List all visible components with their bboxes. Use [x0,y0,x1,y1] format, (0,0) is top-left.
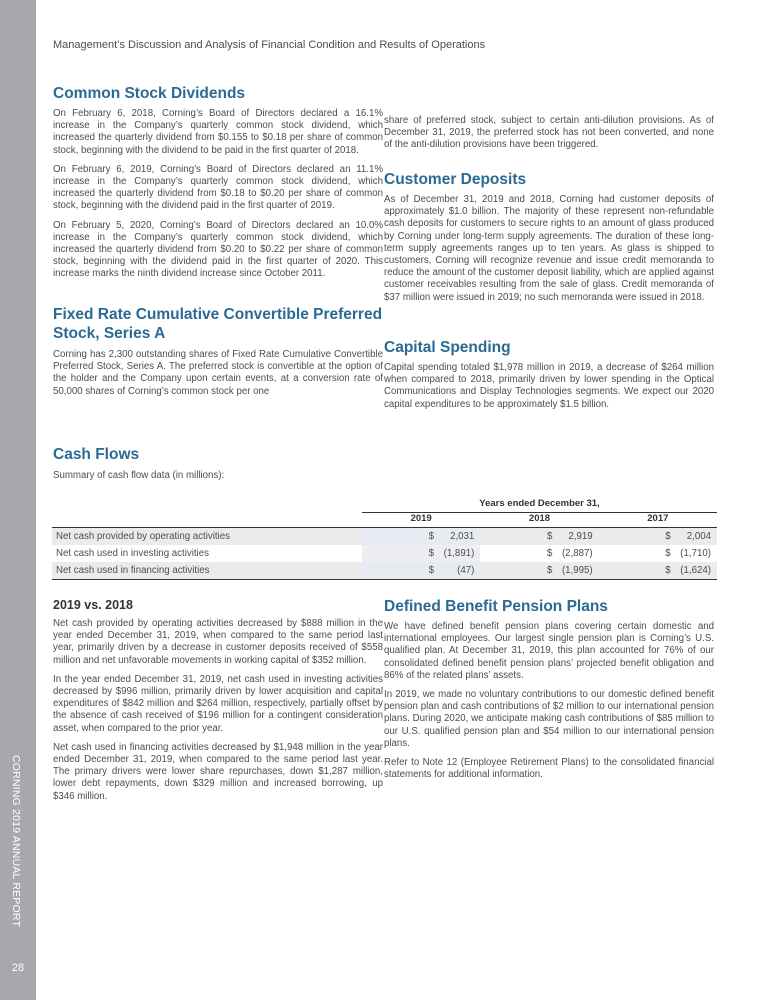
row-label: Net cash provided by operating activities [56,531,230,542]
cell-2018: $ (2,887) [546,548,593,559]
cell-2019: $ 2,031 [362,528,480,545]
section-heading: Cash Flows [53,446,140,463]
table-row [52,562,717,579]
paragraph: On February 6, 2018, Corning’s Board of Directors declared a 16.1% increase in the Company’s quarterly common stock dividend, which increased the quarterly dividend from $0.155 to $0.18 per share of common stock, beginning with the dividend to be paid in the first quarter of 2018. [53,108,383,156]
page-sidebar [0,0,36,1000]
dividends-section [53,84,383,281]
paragraph: On February 6, 2019, Corning’s Board of Directors declared an 11.1% increase in the Company’s quarterly common stock dividend, which increased the quarterly dividend from $0.18 to $0.20 per share of common stock, beginning with the dividend paid in the first quarter of 2019. [53,163,383,212]
customer-deposits-section [384,170,714,304]
section-heading: Common Stock Dividends [53,85,246,102]
table-group-header: Years ended December 31, [362,498,717,513]
section-heading: Capital Spending [384,339,511,356]
row-label: Net cash used in financing activities [56,565,210,576]
row-label: Net cash used in investing activities [56,548,209,559]
paragraph: share of preferred stock, subject to certain anti-dilution provisions. As of December 31, 2019, the preferred stock has not been converted, and none of the anti-dilution provisions have been triggered. [384,115,714,151]
column-header: 2019 [410,513,432,524]
capital-spending-section [384,338,714,411]
paragraph: Corning has 2,300 outstanding shares of Fixed Rate Cumulative Convertible Preferred Stock, Series A. The preferred stock is convertible at the option of the holder and the Company upon certain events, at a conversion rate of 50,000 shares of Corning’s common stock per one [53,349,383,397]
section-heading: Defined Benefit Pension Plans [384,598,608,615]
paragraph: Net cash used in financing activities decreased by $1,948 million in the year ended December 31, 2019, when compared to the same period last year. The primary drivers were lower share repurchases, down $1,287 million, lower debt repayments, down $329 million and increased borrowing, up $346 million. [53,741,383,802]
cell-2019: $ (1,891) [362,545,480,562]
section-heading: Customer Deposits [384,171,527,188]
cell-2019: $ (47) [362,562,480,579]
table-column-headers [362,513,717,526]
paragraph: Capital spending totaled $1,978 million in 2019, a decrease of $264 million when compared to 2018, primarily driven by lower spending in the Optical Communications and Display Technologies segments. We expect our 2020 capital expenditures to be approximately $1.5 billion. [384,362,714,410]
cell-2018: $ (1,995) [546,565,593,576]
preferred-stock-section [53,305,383,398]
table-row [52,545,717,562]
cell-2018: $ 2,919 [546,531,593,542]
section-heading: Fixed Rate Cumulative Convertible Preferred Stock, Series A [53,306,383,342]
cash-flows-section [53,445,453,481]
column-header: 2017 [647,513,669,524]
paragraph: As of December 31, 2019 and 2018, Corning had customer deposits of approximately $1.0 billion. The majority of these represent non-refundable cash deposits for customers to secure rights to an amount of glass produced by Corning under long-term supply agreements. The duration of these long-term supply agreements ranges up to ten years. As glass is shipped to customers, Corning will recognize revenue and issue credit memoranda to reduce the amount of the customer deposit liability, which are applied against customer receivables resulting from the sale of glass. Credit memoranda of $37 million were issued in 2019; no such memoranda were issued in 2018. [384,194,714,303]
cell-2017: $ (1,710) [665,548,711,559]
table-caption: Summary of cash flow data (in millions): [53,470,225,481]
report-title-vertical: CORNING 2019 ANNUAL REPORT [10,755,22,928]
column-header: 2018 [528,513,551,524]
preferred-stock-continued [384,115,714,152]
paragraph: In 2019, we made no voluntary contributions to our domestic defined benefit pension plan and cash contributions of $2 million to our international pension plans. During 2020, we anticipate making cash contributions of $85 million to our U.S. qualified pension plan and $54 million to our international pension plans. [384,689,714,749]
comparison-section [53,597,383,803]
paragraph: Net cash provided by operating activities decreased by $888 million in the year ended December 31, 2019, when compared to the same period last year, primarily driven by a decrease in customer deposits received of $558 million and net unfavorable movements in working capital of $352 million. [53,618,383,666]
page-number: 28 [11,962,25,974]
pension-section [384,597,714,781]
table-row [52,528,717,545]
paragraph: We have defined benefit pension plans covering certain domestic and international employees. Our largest single pension plan is Corning’s U.S. qualified plan. At December 31, 2019, this plan accounted for 76% of our consolidated defined benefit pension plans’ projected benefit obligation and 86% of the related plans’ assets. [384,621,714,681]
cell-2017: $ (1,624) [665,565,711,576]
table-body [52,527,717,580]
subsection-heading: 2019 vs. 2018 [53,598,133,612]
paragraph: Refer to Note 12 (Employee Retirement Plans) to the consolidated financial statements for additional information. [384,757,714,781]
paragraph: On February 5, 2020, Corning’s Board of Directors declared an 10.0% increase in the Company’s quarterly common stock dividend, which increased the quarterly dividend from $0.20 to $0.22 per share of common stock, beginning with the dividend paid in the first quarter of 2020. This increase marks the ninth dividend increase since October 2011. [53,219,383,280]
paragraph: In the year ended December 31, 2019, net cash used in investing activities decreased by $996 million, primarily driven by lower acquisition and capital expenditures of $842 million and $264 million, respectively, partially offset by the absence of cash received of $196 million for a contingent consideration asset, when compared to the prior year. [53,673,383,734]
running-header: Management’s Discussion and Analysis of Financial Condition and Results of Operations [53,39,486,51]
cell-2017: $ 2,004 [665,531,711,542]
